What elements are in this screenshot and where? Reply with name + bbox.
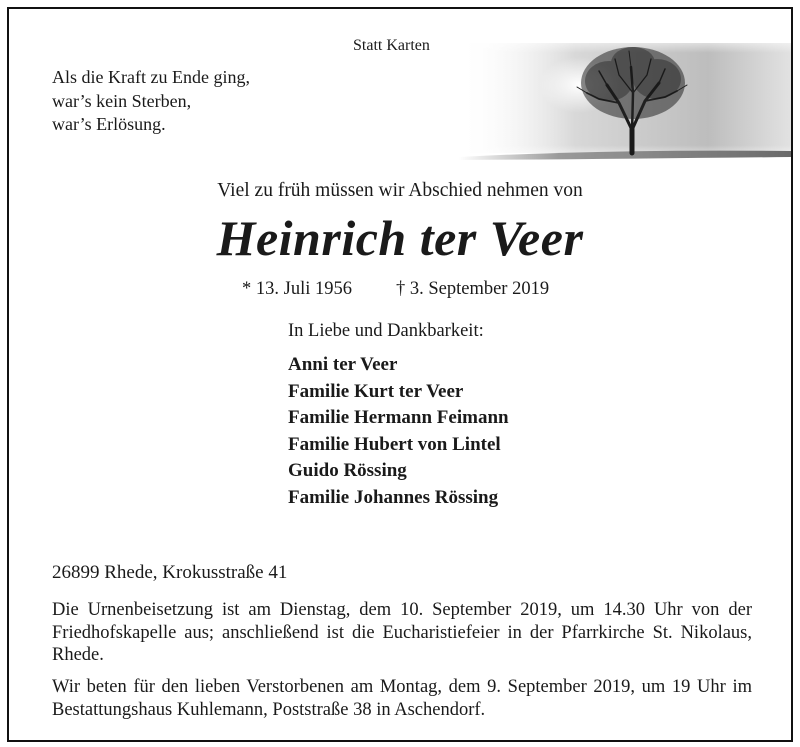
death-date: † 3. September 2019 xyxy=(395,279,550,299)
mourners-list xyxy=(288,352,509,512)
birth-date: * 13. Juli 1956 xyxy=(242,279,352,299)
poem-line: war’s Erlösung. xyxy=(52,114,166,134)
mourner-item: Guido Rössing xyxy=(288,460,407,482)
obituary-frame xyxy=(7,7,793,742)
poem-line: war’s kein Sterben, xyxy=(52,90,192,111)
tree-illustration xyxy=(459,33,791,165)
mourner-item: Familie Kurt ter Veer xyxy=(288,380,464,402)
deceased-name: Heinrich ter Veer xyxy=(216,210,584,266)
life-dates xyxy=(242,279,549,300)
poem xyxy=(52,66,250,137)
poem-line: Als die Kraft zu Ende ging, xyxy=(52,67,250,87)
mourner-item: Familie Johannes Rössing xyxy=(288,486,499,508)
family-address: 26899 Rhede, Krokusstraße 41 xyxy=(52,562,288,583)
thanks-line: In Liebe und Dankbarkeit: xyxy=(288,321,484,341)
mourner-item: Anni ter Veer xyxy=(288,354,398,375)
intro-text: Viel zu früh müssen wir Abschied nehmen von xyxy=(217,180,583,201)
statt-karten-label: Statt Karten xyxy=(353,37,430,54)
mourner-item: Familie Hermann Feimann xyxy=(288,407,509,429)
prayer-notice: Wir beten für den lieben Verstorbenen am Montag, dem 9. September 2019, um 19 Uhr im Bestattungshaus Kuhlemann, Poststraße 38 in Aschendorf. xyxy=(52,677,752,720)
mourner-item: Familie Hubert von Lintel xyxy=(288,433,501,455)
funeral-notice: Die Urnenbeisetzung ist am Dienstag, dem 10. September 2019, um 14.30 Uhr von der Friedhofskapelle aus; anschließend ist die Eucharistiefeier in der Pfarrkirche St. Nikolaus, Rhede. xyxy=(52,600,752,665)
